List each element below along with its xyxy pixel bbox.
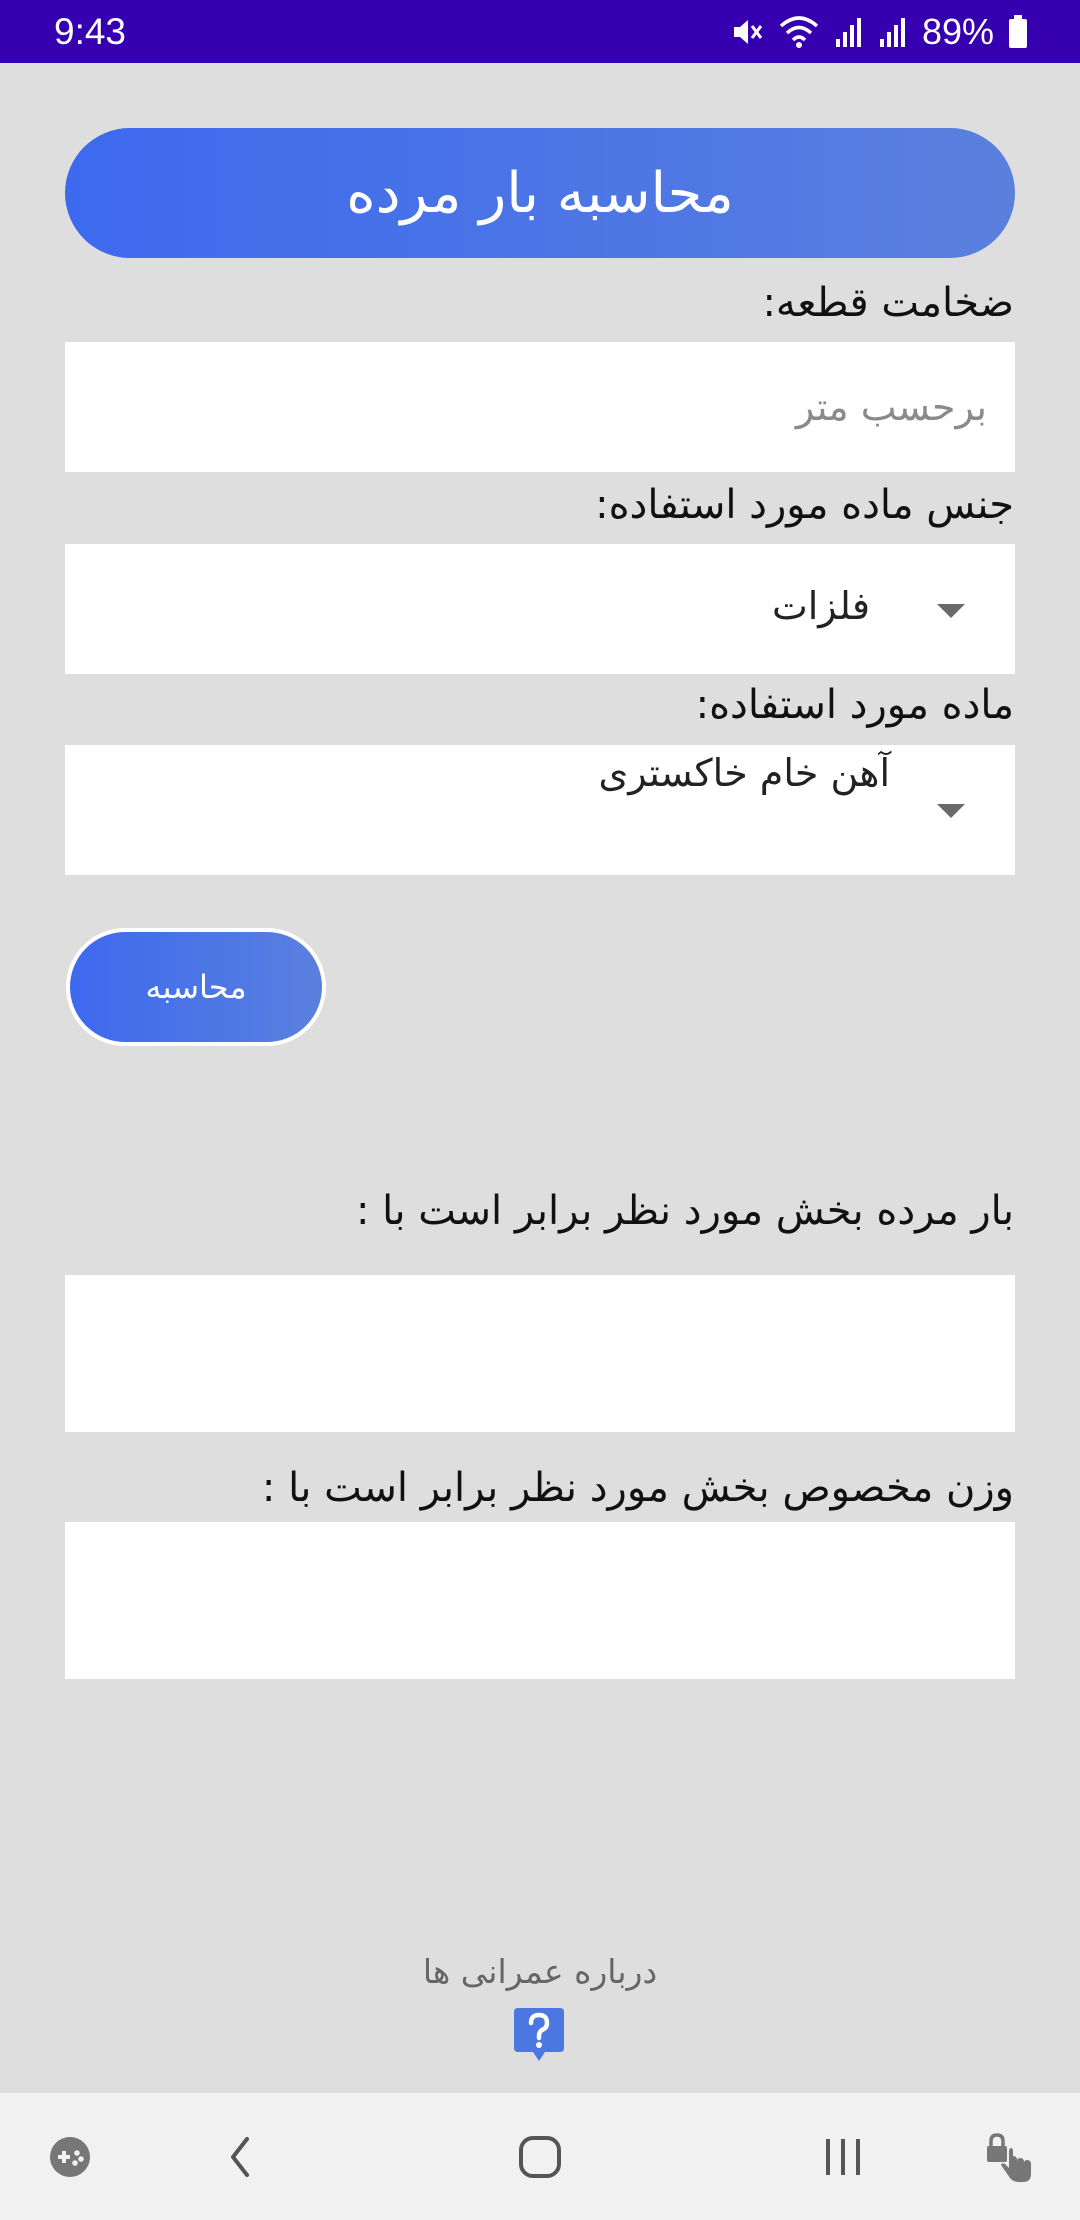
game-tools-icon xyxy=(47,2134,93,2180)
status-bar xyxy=(0,0,1080,63)
back-icon xyxy=(225,2134,255,2180)
back-button[interactable] xyxy=(200,2093,280,2220)
page-title: محاسبه بار مرده xyxy=(65,128,1015,258)
material-type-selected: فلزات xyxy=(771,584,870,628)
specific-weight-output[interactable] xyxy=(65,1522,1015,1679)
chevron-down-icon xyxy=(937,804,965,818)
material-selected: آهن خام خاکستری xyxy=(598,751,890,795)
about-link[interactable]: درباره عمرانی ها xyxy=(422,1952,658,1991)
dead-load-label: بار مرده بخش مورد نظر برابر است با : xyxy=(355,1188,1014,1234)
specific-weight-label: وزن مخصوص بخش مورد نظر برابر است با : xyxy=(261,1465,1014,1511)
signal-2-icon xyxy=(878,15,908,49)
touch-lock-icon xyxy=(983,2130,1037,2184)
status-icons xyxy=(730,8,1028,56)
material-type-label: جنس ماده مورد استفاده: xyxy=(595,482,1014,528)
question-icon[interactable] xyxy=(514,2008,564,2062)
mute-icon xyxy=(730,15,764,49)
dead-load-output[interactable] xyxy=(65,1275,1015,1432)
chevron-down-icon xyxy=(937,604,965,618)
calculate-button[interactable]: محاسبه xyxy=(66,928,326,1046)
home-icon xyxy=(517,2134,563,2180)
battery-percent: 89% xyxy=(921,11,994,52)
wifi-icon xyxy=(778,14,820,50)
recent-apps-icon xyxy=(821,2135,865,2179)
game-tools-button[interactable] xyxy=(30,2093,110,2220)
thickness-input[interactable] xyxy=(65,342,1015,472)
battery-icon xyxy=(1008,15,1028,49)
recent-apps-button[interactable] xyxy=(803,2093,883,2220)
thickness-label: ضخامت قطعه: xyxy=(762,280,1014,326)
navigation-bar xyxy=(0,2093,1080,2220)
signal-1-icon xyxy=(834,15,864,49)
material-type-dropdown[interactable] xyxy=(65,544,1015,674)
thickness-placeholder: برحسب متر xyxy=(795,385,987,429)
home-button[interactable] xyxy=(500,2093,580,2220)
status-time: 9:43 xyxy=(54,11,127,52)
touch-lock-button[interactable] xyxy=(970,2093,1050,2220)
material-label: ماده مورد استفاده: xyxy=(695,682,1014,728)
material-dropdown[interactable] xyxy=(65,745,1015,875)
